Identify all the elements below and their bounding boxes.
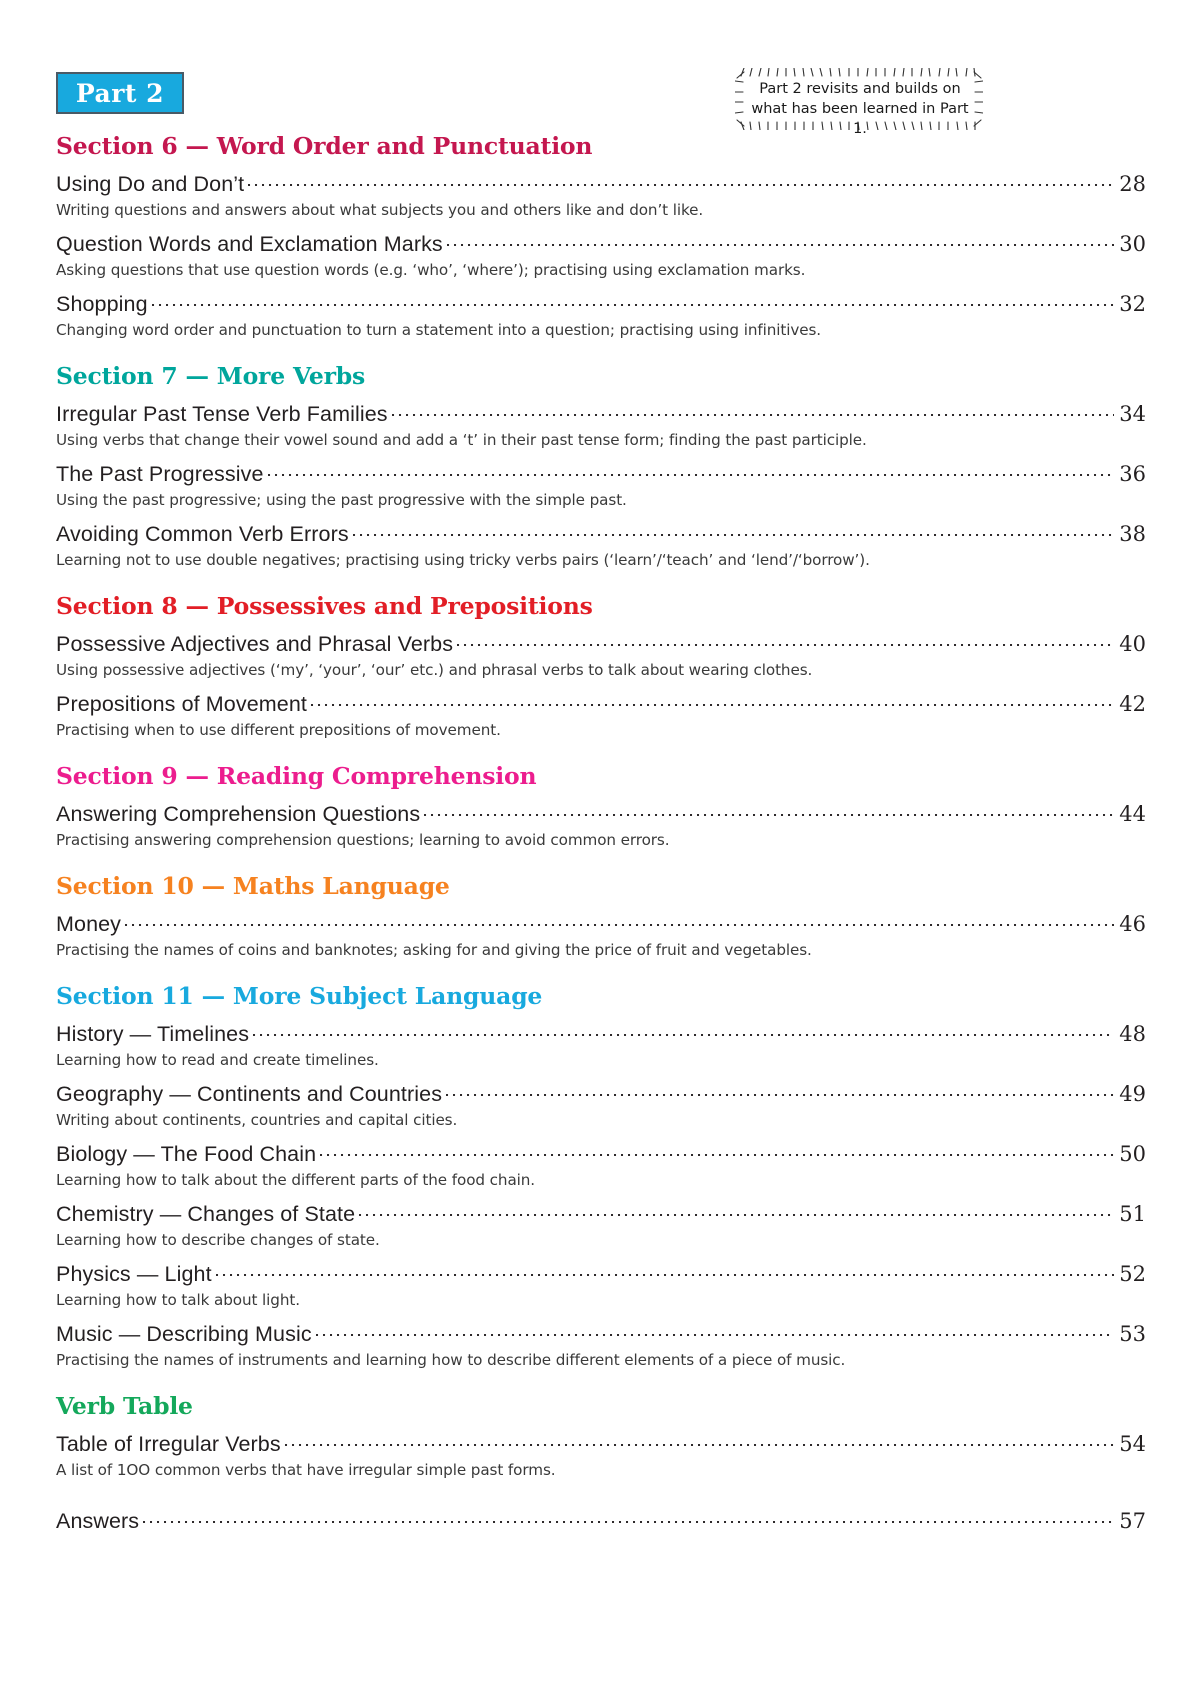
dot-leader — [253, 1019, 1114, 1041]
dot-leader — [248, 169, 1114, 191]
toc-entry-line — [56, 229, 1146, 258]
toc-entry-page-number[interactable]: 51 — [1119, 1202, 1146, 1226]
toc-entry-title[interactable]: Question Words and Exclamation Marks — [56, 232, 443, 256]
toc-entry-title[interactable]: Irregular Past Tense Verb Families — [56, 402, 388, 426]
dot-leader — [424, 799, 1114, 821]
toc-entry[interactable] — [56, 169, 1146, 220]
dot-leader — [125, 909, 1114, 931]
toc-entry-description: Using verbs that change their vowel sound and add a ‘t’ in their past tense form; finding the past participle. — [56, 431, 867, 449]
toc-entry-title[interactable]: Possessive Adjectives and Phrasal Verbs — [56, 632, 454, 656]
section-heading: Section 7 — More Verbs — [56, 362, 366, 390]
toc-entry-title[interactable]: Answering Comprehension Questions — [56, 802, 421, 826]
toc-entry-page-number[interactable]: 40 — [1119, 632, 1146, 656]
toc-entry-title[interactable]: Biology — The Food Chain — [56, 1142, 317, 1166]
toc-entry-description: Learning how to describe changes of state. — [56, 1231, 380, 1249]
dot-leader — [316, 1319, 1114, 1341]
toc-entry-page-number[interactable]: 28 — [1119, 172, 1146, 196]
toc-entry-page-number[interactable]: 49 — [1119, 1082, 1146, 1106]
toc-entry-description: Changing word order and punctuation to turn a statement into a question; practising using infinitives. — [56, 321, 822, 339]
toc-entry-description: Learning how to read and create timelines. — [56, 1051, 379, 1069]
toc-entry-description: Learning not to use double negatives; practising using tricky verbs pairs (‘learn’/‘teach’ and ‘lend’/‘borrow’). — [56, 551, 870, 569]
toc-entry-page-number[interactable]: 34 — [1119, 402, 1146, 426]
section-heading: Section 11 — More Subject Language — [56, 982, 543, 1010]
toc-entry-line — [56, 1199, 1146, 1228]
toc-entry-title[interactable]: Chemistry — Changes of State — [56, 1202, 356, 1226]
section-heading: Verb Table — [56, 1392, 193, 1420]
toc-entry[interactable] — [56, 289, 1146, 340]
toc-entry-page-number[interactable]: 38 — [1119, 522, 1146, 546]
toc-entry-line — [56, 459, 1146, 488]
dot-leader — [268, 459, 1114, 481]
dot-leader — [353, 519, 1114, 541]
toc-entry-description: Practising when to use different prepositions of movement. — [56, 721, 501, 739]
toc-entry-page-number[interactable]: 54 — [1119, 1432, 1146, 1456]
dot-leader — [447, 229, 1114, 251]
toc-entry[interactable] — [56, 399, 1146, 450]
dot-leader — [311, 689, 1114, 711]
toc-entry-page-number[interactable]: 32 — [1119, 292, 1146, 316]
toc-entry-description: Practising answering comprehension questions; learning to avoid common errors. — [56, 831, 670, 849]
toc-entry-title[interactable]: Music — Describing Music — [56, 1322, 312, 1346]
toc-entry[interactable] — [56, 1199, 1146, 1250]
page-header — [0, 0, 1200, 137]
section-heading: Section 10 — Maths Language — [56, 872, 450, 900]
dot-leader — [457, 629, 1114, 651]
toc-entry-line — [56, 909, 1146, 938]
toc-entry-description: Learning how to talk about the different parts of the food chain. — [56, 1171, 536, 1189]
toc-entry-line — [56, 629, 1146, 658]
dot-leader — [216, 1259, 1114, 1281]
toc-entry[interactable] — [56, 1319, 1146, 1370]
section-heading: Section 6 — Word Order and Punctuation — [56, 132, 593, 160]
dot-leader — [446, 1079, 1114, 1101]
toc-entry-title[interactable]: The Past Progressive — [56, 462, 264, 486]
dot-leader — [152, 289, 1114, 311]
toc-entry-line — [56, 1506, 1146, 1535]
toc-entry-line — [56, 289, 1146, 318]
toc-entry-description: Using the past progressive; using the past progressive with the simple past. — [56, 491, 627, 509]
section-spacer — [56, 1370, 1146, 1392]
toc-entry-page-number[interactable]: 36 — [1119, 462, 1146, 486]
toc-entry-line — [56, 169, 1146, 198]
section-heading: Section 8 — Possessives and Prepositions — [56, 592, 593, 620]
toc-entry-description: A list of 1OO common verbs that have irregular simple past forms. — [56, 1461, 556, 1479]
toc-entry[interactable] — [56, 1429, 1146, 1480]
toc-entry-page-number[interactable]: 57 — [1119, 1509, 1146, 1533]
toc-entry-line — [56, 799, 1146, 828]
section-spacer — [56, 570, 1146, 592]
toc-entry-line — [56, 1079, 1146, 1108]
toc-entry-page-number[interactable]: 30 — [1119, 232, 1146, 256]
part-note-text — [751, 79, 969, 139]
toc-entry-line — [56, 1319, 1146, 1348]
toc-entry-page-number[interactable]: 44 — [1119, 802, 1146, 826]
toc-entry-description: Using possessive adjectives (‘my’, ‘your’, ‘our’ etc.) and phrasal verbs to talk about wearing clothes. — [56, 661, 813, 679]
part-badge — [56, 72, 184, 114]
toc-entry-page-number[interactable]: 48 — [1119, 1022, 1146, 1046]
toc-entry[interactable] — [56, 1019, 1146, 1070]
dot-leader — [143, 1506, 1114, 1528]
toc-entry[interactable] — [56, 799, 1146, 850]
toc-entry-title[interactable]: Table of Irregular Verbs — [56, 1432, 281, 1456]
toc-entry[interactable] — [56, 629, 1146, 680]
toc-entry-title[interactable]: Physics — Light — [56, 1262, 212, 1286]
toc-entry-line — [56, 689, 1146, 718]
toc-entry-description: Practising the names of coins and banknotes; asking for and giving the price of fruit and vegetables. — [56, 941, 812, 959]
section-spacer — [56, 960, 1146, 982]
toc-entry-page-number[interactable]: 52 — [1119, 1262, 1146, 1286]
toc-entry-title[interactable]: Avoiding Common Verb Errors — [56, 522, 349, 546]
section-spacer — [56, 850, 1146, 872]
toc-entry-title[interactable]: Geography — Continents and Countries — [56, 1082, 443, 1106]
toc-entry-line — [56, 1429, 1146, 1458]
toc-entry[interactable] — [56, 909, 1146, 960]
toc-entry-description: Learning how to talk about light. — [56, 1291, 300, 1309]
toc-entry-title[interactable]: Money — [56, 912, 122, 936]
dot-leader — [285, 1429, 1114, 1451]
toc-entry-title[interactable]: History — Timelines — [56, 1022, 250, 1046]
toc-entry[interactable] — [56, 519, 1146, 570]
toc-entry-line — [56, 1139, 1146, 1168]
toc-entry-title[interactable]: Using Do and Don’t — [56, 172, 245, 196]
toc-entry-answers[interactable] — [56, 1506, 1146, 1535]
toc-entry-description: Writing questions and answers about what subjects you and others like and don’t like. — [56, 201, 704, 219]
toc-entry-line — [56, 1259, 1146, 1288]
section-spacer — [56, 340, 1146, 362]
toc-entry-title[interactable]: Prepositions of Movement — [56, 692, 307, 716]
part-note-line1: Part 2 revisits and builds on — [759, 81, 961, 97]
toc-entry-line — [56, 399, 1146, 428]
toc-entry[interactable] — [56, 689, 1146, 740]
toc-entry[interactable] — [56, 229, 1146, 280]
dot-leader — [320, 1139, 1114, 1161]
toc-entry-title[interactable]: Answers — [56, 1509, 140, 1533]
table-of-contents — [56, 132, 1146, 1535]
toc-entry[interactable] — [56, 1079, 1146, 1130]
toc-entry-description: Practising the names of instruments and learning how to describe different elements of a piece of music. — [56, 1351, 846, 1369]
toc-entry-page-number[interactable]: 50 — [1119, 1142, 1146, 1166]
dot-leader — [392, 399, 1114, 421]
toc-entry[interactable] — [56, 1259, 1146, 1310]
toc-entry-page-number[interactable]: 42 — [1119, 692, 1146, 716]
toc-entry-page-number[interactable]: 53 — [1119, 1322, 1146, 1346]
toc-entry[interactable] — [56, 1139, 1146, 1190]
part-badge-label: Part 2 — [75, 78, 165, 108]
toc-entry[interactable] — [56, 459, 1146, 510]
toc-entry-description: Writing about continents, countries and capital cities. — [56, 1111, 458, 1129]
toc-entry-line — [56, 1019, 1146, 1048]
section-heading: Section 9 — Reading Comprehension — [56, 762, 537, 790]
section-spacer — [56, 740, 1146, 762]
part-note-line2: what has been learned in Part 1. — [751, 101, 969, 137]
part-note-callout — [735, 68, 983, 137]
toc-entry-page-number[interactable]: 46 — [1119, 912, 1146, 936]
toc-entry-description: Asking questions that use question words (e.g. ‘who’, ‘where’); practising using exclamation marks. — [56, 261, 806, 279]
dot-leader — [359, 1199, 1114, 1221]
toc-entry-line — [56, 519, 1146, 548]
toc-entry-title[interactable]: Shopping — [56, 292, 148, 316]
